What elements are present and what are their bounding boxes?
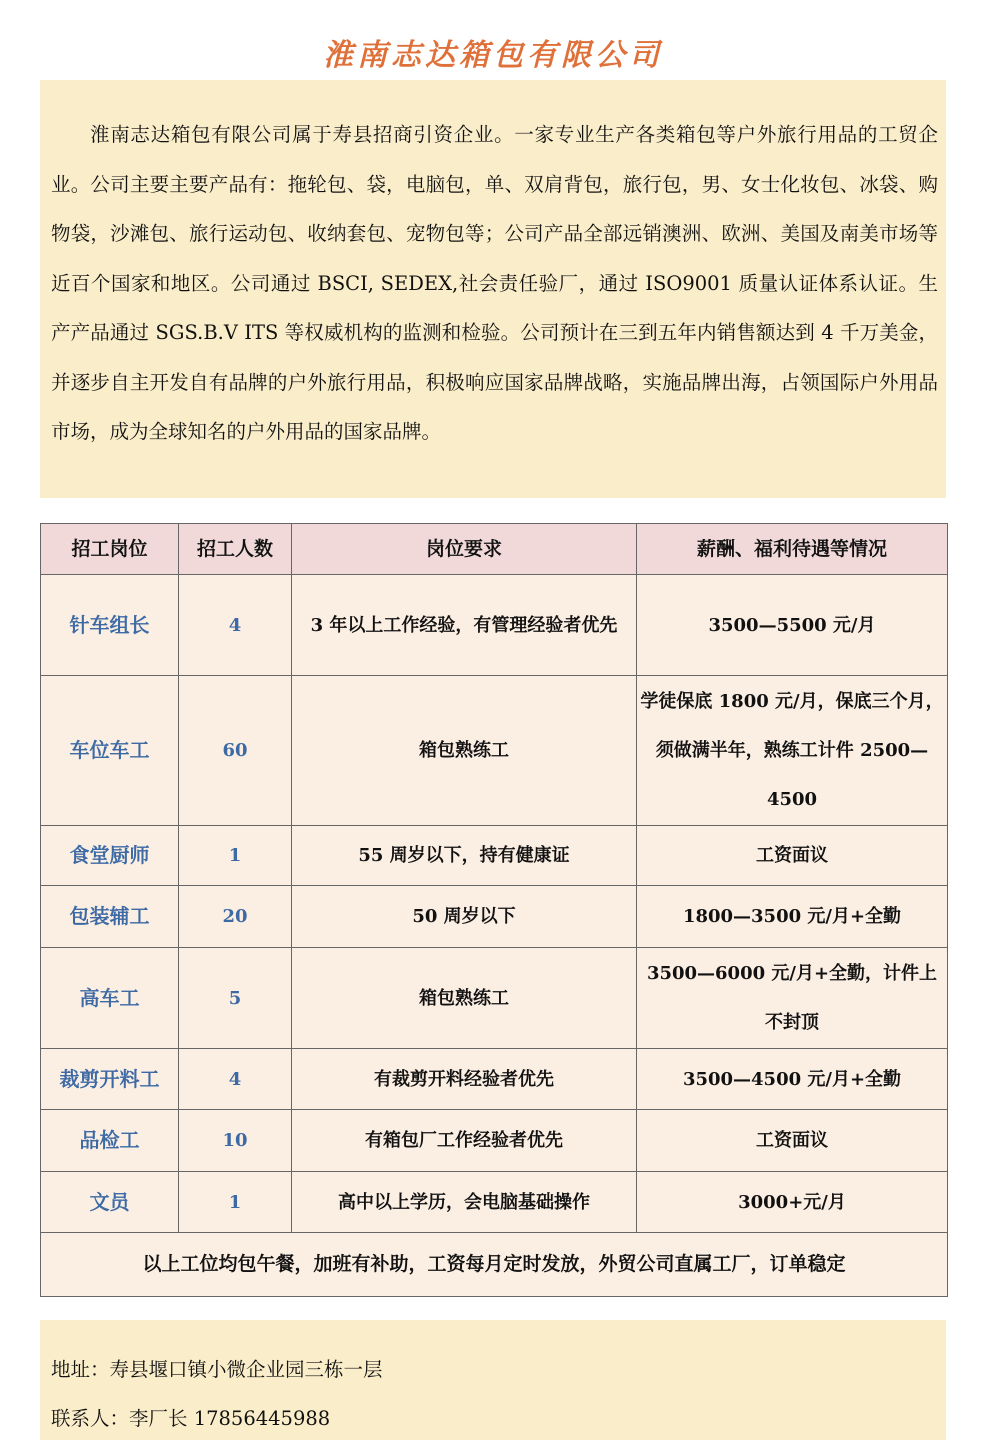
- table-row: [41, 1172, 948, 1233]
- count-cell: 4: [179, 575, 292, 676]
- requirement-cell: 有箱包厂工作经验者优先: [292, 1110, 637, 1172]
- contact-text: 联系人：李厂长 17856445988: [51, 1407, 331, 1430]
- pay-cell: 3500—4500 元/月+全勤: [637, 1049, 948, 1110]
- position-cell: 食堂厨师: [41, 826, 179, 886]
- position-cell: 针车组长: [41, 575, 179, 676]
- pay-cell: 3000+元/月: [637, 1172, 948, 1233]
- count-cell: 10: [179, 1110, 292, 1172]
- position-cell: 高车工: [41, 948, 179, 1049]
- table-row: [41, 676, 948, 826]
- count-cell: 20: [179, 886, 292, 948]
- position-cell: 文员: [41, 1172, 179, 1233]
- position-cell: 裁剪开料工: [41, 1049, 179, 1110]
- pay-cell: 学徒保底 1800 元/月，保底三个月，须做满半年，熟练工计件 2500—4500: [637, 676, 948, 826]
- table-header-row: [41, 524, 948, 575]
- count-cell: 1: [179, 826, 292, 886]
- address-text: 地址：寿县堰口镇小微企业园三栋一层: [51, 1358, 383, 1381]
- position-cell: 品检工: [41, 1110, 179, 1172]
- requirement-cell: 高中以上学历，会电脑基础操作: [292, 1172, 637, 1233]
- requirement-cell: 55 周岁以下，持有健康证: [292, 826, 637, 886]
- table-row: [41, 826, 948, 886]
- pay-cell: 3500—5500 元/月: [637, 575, 948, 676]
- table-row: [41, 575, 948, 676]
- position-cell: 包装辅工: [41, 886, 179, 948]
- table-note-row: [41, 1233, 948, 1297]
- header-requirement: 岗位要求: [292, 524, 637, 575]
- table-row: [41, 886, 948, 948]
- pay-cell: 工资面议: [637, 826, 948, 886]
- count-cell: 1: [179, 1172, 292, 1233]
- pay-cell: 工资面议: [637, 1110, 948, 1172]
- table-row: [41, 1049, 948, 1110]
- recruitment-table: [40, 523, 948, 1297]
- requirement-cell: 箱包熟练工: [292, 948, 637, 1049]
- header-position: 招工岗位: [41, 524, 179, 575]
- count-cell: 5: [179, 948, 292, 1049]
- pay-cell: 3500—6000 元/月+全勤，计件上不封顶: [637, 948, 948, 1049]
- company-intro: 淮南志达箱包有限公司属于寿县招商引资企业。一家专业生产各类箱包等户外旅行用品的工贸企业。公司主要主要产品有：拖轮包、袋，电脑包，单、双肩背包，旅行包，男、女士化妆包、冰袋、购物袋，沙滩包、旅行运动包、收纳套包、宠物包等；公司产品全部远销澳洲、欧洲、美国及南美市场等近百个国家和地区。公司通过 BSCI, SEDEX,社会责任验厂，通过 ISO9001 质量认证体系认证。生产产品通过 SGS.B.V ITS 等权威机构的监测和检验。公司预计在三到五年内销售额达到 4 千万美金，并逐步自主开发自有品牌的户外旅行用品，积极响应国家品牌战略，实施品牌出海，占领国际户外用品市场，成为全球知名的户外用品的国家品牌。: [40, 80, 946, 498]
- header-count: 招工人数: [179, 524, 292, 575]
- table-row: [41, 948, 948, 1049]
- requirement-cell: 有裁剪开料经验者优先: [292, 1049, 637, 1110]
- contact-panel: [40, 1320, 946, 1440]
- position-cell: 车位车工: [41, 676, 179, 826]
- requirement-cell: 箱包熟练工: [292, 676, 637, 826]
- count-cell: 4: [179, 1049, 292, 1110]
- requirement-cell: 50 周岁以下: [292, 886, 637, 948]
- table-row: [41, 1110, 948, 1172]
- requirement-cell: 3 年以上工作经验，有管理经验者优先: [292, 575, 637, 676]
- company-title: 淮南志达箱包有限公司: [323, 38, 663, 73]
- header-pay: 薪酬、福利待遇等情况: [637, 524, 948, 575]
- pay-cell: 1800—3500 元/月+全勤: [637, 886, 948, 948]
- count-cell: 60: [179, 676, 292, 826]
- benefits-note: 以上工位均包午餐，加班有补助，工资每月定时发放，外贸公司直属工厂，订单稳定: [41, 1233, 948, 1297]
